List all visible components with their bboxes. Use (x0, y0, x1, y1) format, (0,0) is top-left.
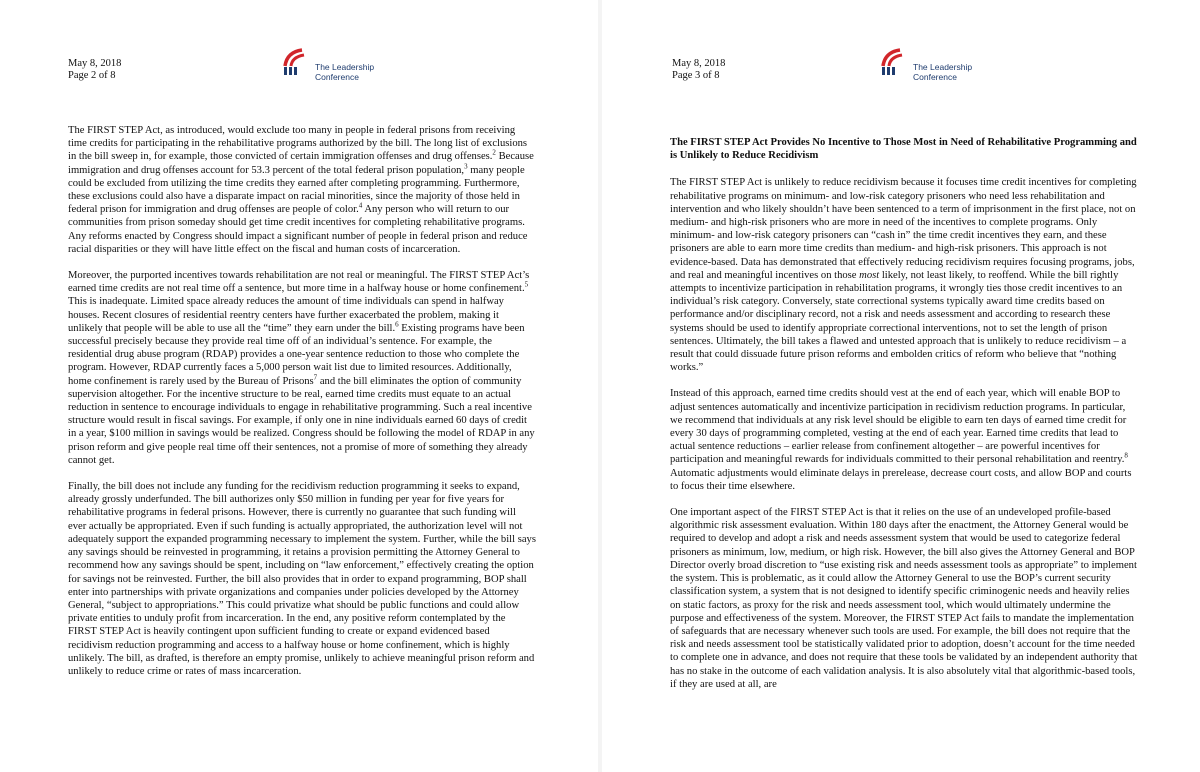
logo-mark-icon (282, 46, 312, 76)
page-header-meta (672, 58, 725, 82)
paragraph: The FIRST STEP Act, as introduced, would exclude too many in people in federal prisons from receiving time credits for participating in the rehabilitative programs authorized by the bill. The long list of exclusions in the bill sweep in, for example, those convicted of certain immigration offenses and drug offenses.$^2$ Because immigration and drug offenses account for 53.3 percent of the total federal prison population,$^3$ many people could be excluded from utilizing the time credits they earned after completing programming. Furthermore, these exclusions could also have a disparate impact on racial minorities, since the majority of those held in federal prison for immigration and drug offenses are people of color.$^4$ Any person who will return to our communities from prison someday should get time credit incentives for completing rehabilitative programs. Any reforms enacted by Congress should impact a significant number of people in federal prison and reduce racial disparities or they will have little effect on the fiscal and human costs of incarceration. (68, 125, 534, 255)
section-heading: The FIRST STEP Act Provides No Incentive to Those Most in Need of Rehabilitative Programming and is Unlikely to Reduce Recidivism (670, 137, 1137, 162)
paragraph: Moreover, the purported incentives towards rehabilitation are not real or meaningful. The FIRST STEP Act’s earned time credits are not real time off a sentence, but more time in a halfway house or home confinement.$^5$ This is inadequate. Limited space already reduces the amount of time individuals can spend in halfway houses. Recent closures of residential reentry centers have further exacerbated the problem, making it unlikely that people will be able to use all the “time” they earn under the bill.$^6$ Existing programs have been successful precisely because they provide real time off of an individual’s sentence. For example, the residential drug abuse program (RDAP) provides a one-year sentence reduction to those who complete the program. However, RDAP currently faces a 5,000 person wait list due to limited resources. Additionally, home confinement is rarely used by the Bureau of Prisons$^7$ and the bill eliminates the option of community supervision altogether. For the incentive structure to be real, earned time credits must equate to an actual reduction in sentence to encourage individuals to engage in rehabilitative programming. Such a real incentive structure would result in fiscal savings. For example, if only one in nine individuals earned 60 days of credit in a year, $100 million in savings would be realized. Congress should be following the model of RDAP in any prison reform and give people real time off their sentences, not a promise of more of something they already cannot get. (68, 270, 535, 466)
paragraph: One important aspect of the FIRST STEP Act is that it relies on the use of an undeveloped profile-based algorithmic risk assessment evaluation. Within 180 days after the enactment, the Attorney General would be required to develop and adopt a risk and needs assessment system that would be used to categorize federal prisoners as minimum, low, medium, or high risk. However, the bill also gives the Attorney General and BOP Director overly broad discretion to “use existing risk and needs assessment tools as appropriate” to implement the system. This is problematic, as it could allow the Attorney General to use the BOP’s current security classification system, a system that is not designed to identify specific criminogenic needs and heavily relies on static factors, as proxy for the risk and needs assessment tool, which would ultimately undermine the purpose and effectiveness of the system. Moreover, the FIRST STEP Act fails to mandate the implementation of safeguards that are necessary whenever such tools are used. For example, the bill does not require that the risk and needs assessment tool be statistically validated prior to adoption, doesn’t account for the time needed to complete one in advance, and does not require that these tools be validated by an independent authority that has no stake in the outcome of each validation analysis. It is also absolutely vital that algorithmic-based tools, if they are used at all, are (670, 507, 1138, 690)
header-page-number: Page 3 of 8 (672, 70, 720, 81)
document-page-3 (602, 0, 1200, 772)
page-header-meta (68, 58, 121, 82)
header-date: May 8, 2018 (672, 58, 726, 69)
leadership-conference-logo (282, 46, 374, 82)
header-page-number: Page 2 of 8 (68, 70, 116, 81)
logo-mark-icon (880, 46, 910, 76)
logo-wordmark: The Leadership Conference (913, 62, 973, 82)
paragraph: Instead of this approach, earned time credits should vest at the end of each year, which will enable BOP to adjust sentences automatically and incentivize participation in recidivism reduction programs. In particular, we recommend that individuals at any risk level should be eligible to earn ten days of earned time credit for every 30 days of programming completed, vesting at the end of each year. Earned time credits that lead to actual sentence reductions – earlier release from confinement altogether – are powerful incentives for participation and meaningful rewards for individuals committed to their personal rehabilitation and reentry.$^8$ Automatic adjustments would eliminate delays in prerelease, decrease court costs, and allow BOP and courts to focus their time elsewhere. (670, 388, 1132, 492)
paragraph: Finally, the bill does not include any funding for the recidivism reduction programming it seeks to expand, already grossly underfunded. The bill authorizes only $50 million in funding per year for five years for rehabilitative programs in federal prisons. However, there is currently no guarantee that such funding will ever actually be appropriated. Even if such funding is actually appropriated, the authorization level will not adequately support the expanded programming necessary to implement the system. Further, while the bill says any savings should be reinvested in programming, it retains a provision permitting the Attorney General to recommend how any savings should be spent, including on “law enforcement,” effectively creating the option for savings not be reinvested. Further, the bill also provides that in order to expand programming, BOP shall enter into partnerships with private organizations and companies under policies developed by the Attorney General, “subject to appropriations.” This could privatize what should be public functions and could allow private entities to unduly profit from incarceration. In the end, any positive reform contemplated by the FIRST STEP Act is heavily contingent upon sufficient funding to create or expand evidenced based recidivism reduction programming and access to a halfway house or home confinement, which is highly unlikely. The bill, as drafted, is therefore an empty promise, unlikely to achieve meaningful prison reform and unlikely to reduce crime or rates of mass incarceration. (68, 481, 536, 677)
header-date: May 8, 2018 (68, 58, 122, 69)
page-body (670, 136, 1138, 704)
page-body (68, 124, 536, 691)
leadership-conference-logo (880, 46, 972, 82)
paragraph: The FIRST STEP Act is unlikely to reduce recidivism because it focuses time credit incentives for completing rehabilitative programs on minimum- and low-risk category prisoners who need less rehabilitation and intervention and who likely shouldn’t have been sentenced to a term of imprisonment in the first place, not on medium- and high-risk prisoners who are more in need of the incentives to complete programs. Only minimum- and low-risk category prisoners can “cash in” the time credit incentives they earn, and these prisoners are able to earn more time credits than medium- and high-risk prisoners. This approach is not evidence-based. Data has demonstrated that effectively reducing recidivism requires focusing programs, jobs, and real and meaningful incentives on those most likely, not least likely, to reoffend. While the bill rightly attempts to incentivize participation in rehabilitation programs, it wrongly ties those credit incentives to an individual’s risk category. Conversely, state correctional systems typically award time credits based on performance and/or disciplinary record, not a risk and needs assessment and according to research these systems should be used to identify appropriate correctional interventions, not to set the length of prison sentences. Ultimately, the bill takes a flawed and untested approach that is unlikely to reduce recidivism – a result that could dissuade future prison reforms and embolden critics of reform who believe that “nothing works.” (670, 177, 1137, 374)
logo-wordmark: The Leadership Conference (315, 62, 375, 82)
document-page-2 (0, 0, 598, 772)
